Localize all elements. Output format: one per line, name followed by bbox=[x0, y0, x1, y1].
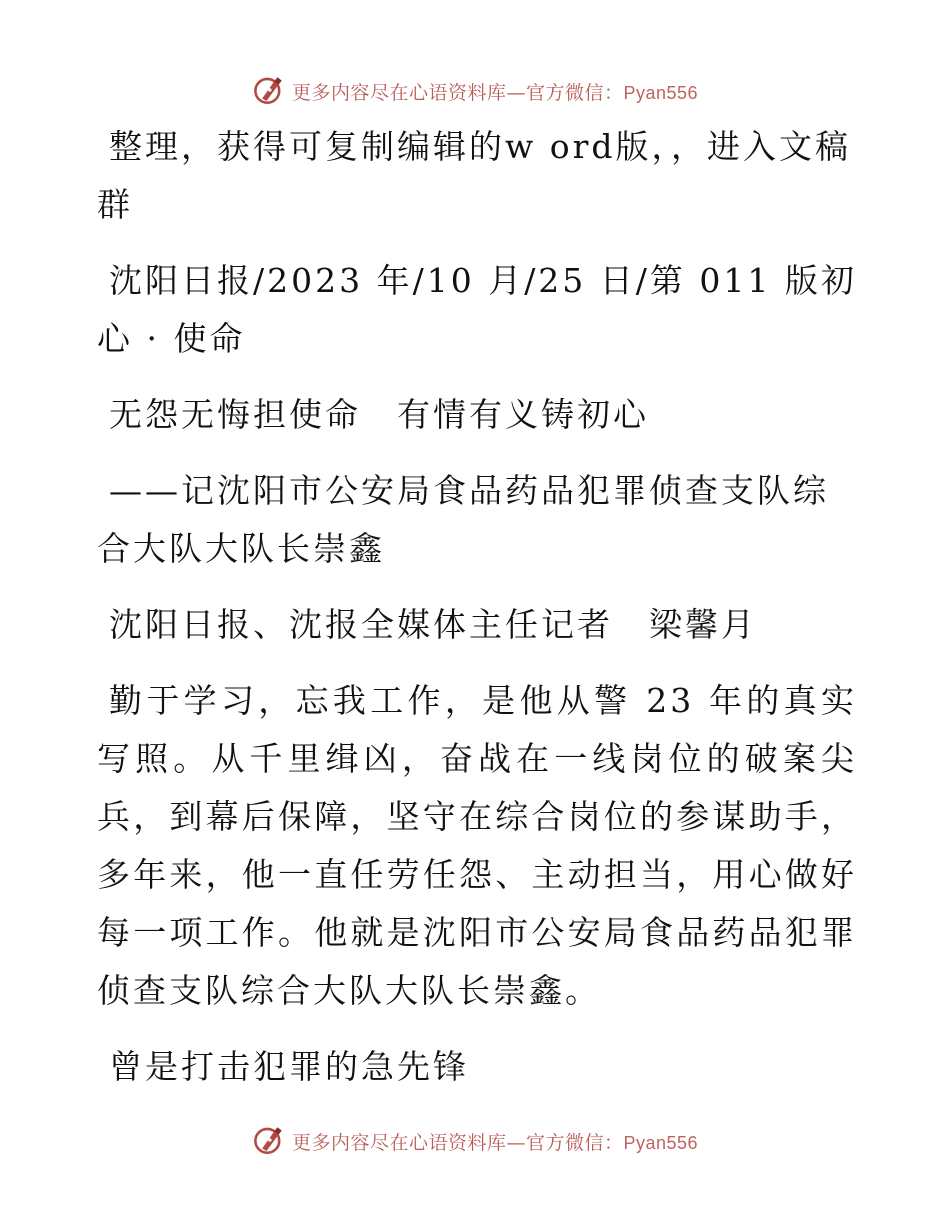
banner-contact-id: Pyan556 bbox=[623, 82, 699, 103]
pen-nib-icon bbox=[252, 1123, 286, 1157]
article-title: 无怨无悔担使命 有情有义铸初心 bbox=[109, 395, 649, 434]
byline: 沈阳日报、沈报全媒体主任记者 梁馨月 bbox=[109, 605, 757, 644]
banner-label: 更多内容尽在心语资料库—官方微信： bbox=[291, 1131, 624, 1154]
section-heading: 曾是打击犯罪的急先锋 bbox=[109, 1047, 469, 1086]
banner-contact-id: Pyan556 bbox=[623, 1132, 699, 1153]
document-body bbox=[97, 118, 857, 1114]
intro-paragraph: 整理，获得可复制编辑的w ord版，，进入文稿群 bbox=[97, 127, 852, 224]
header-watermark-banner bbox=[0, 70, 950, 110]
banner-content bbox=[252, 1123, 698, 1157]
pen-nib-icon bbox=[252, 73, 286, 107]
article-subtitle: ——记沈阳市公安局食品药品犯罪侦查支队综合大队大队长崇鑫 bbox=[97, 471, 829, 568]
banner-text bbox=[292, 78, 698, 105]
source-line: 沈阳日报/2023 年/10 月/25 日/第 011 版初心 · 使命 bbox=[97, 261, 857, 358]
banner-content bbox=[252, 73, 698, 107]
banner-label: 更多内容尽在心语资料库—官方微信： bbox=[291, 81, 624, 104]
banner-text bbox=[292, 1128, 698, 1155]
body-paragraph: 勤于学习，忘我工作，是他从警 23 年的真实写照。从千里缉凶，奋战在一线岗位的破案尖兵，到幕后保障，坚守在综合岗位的参谋助手，多年来，他一直任劳任怨、主动担当，用心做好每一项工作。他就是沈阳市公安局食品药品犯罪侦查支队综合大队大队长崇鑫。 bbox=[97, 681, 857, 1010]
footer-watermark-banner bbox=[0, 1120, 950, 1160]
